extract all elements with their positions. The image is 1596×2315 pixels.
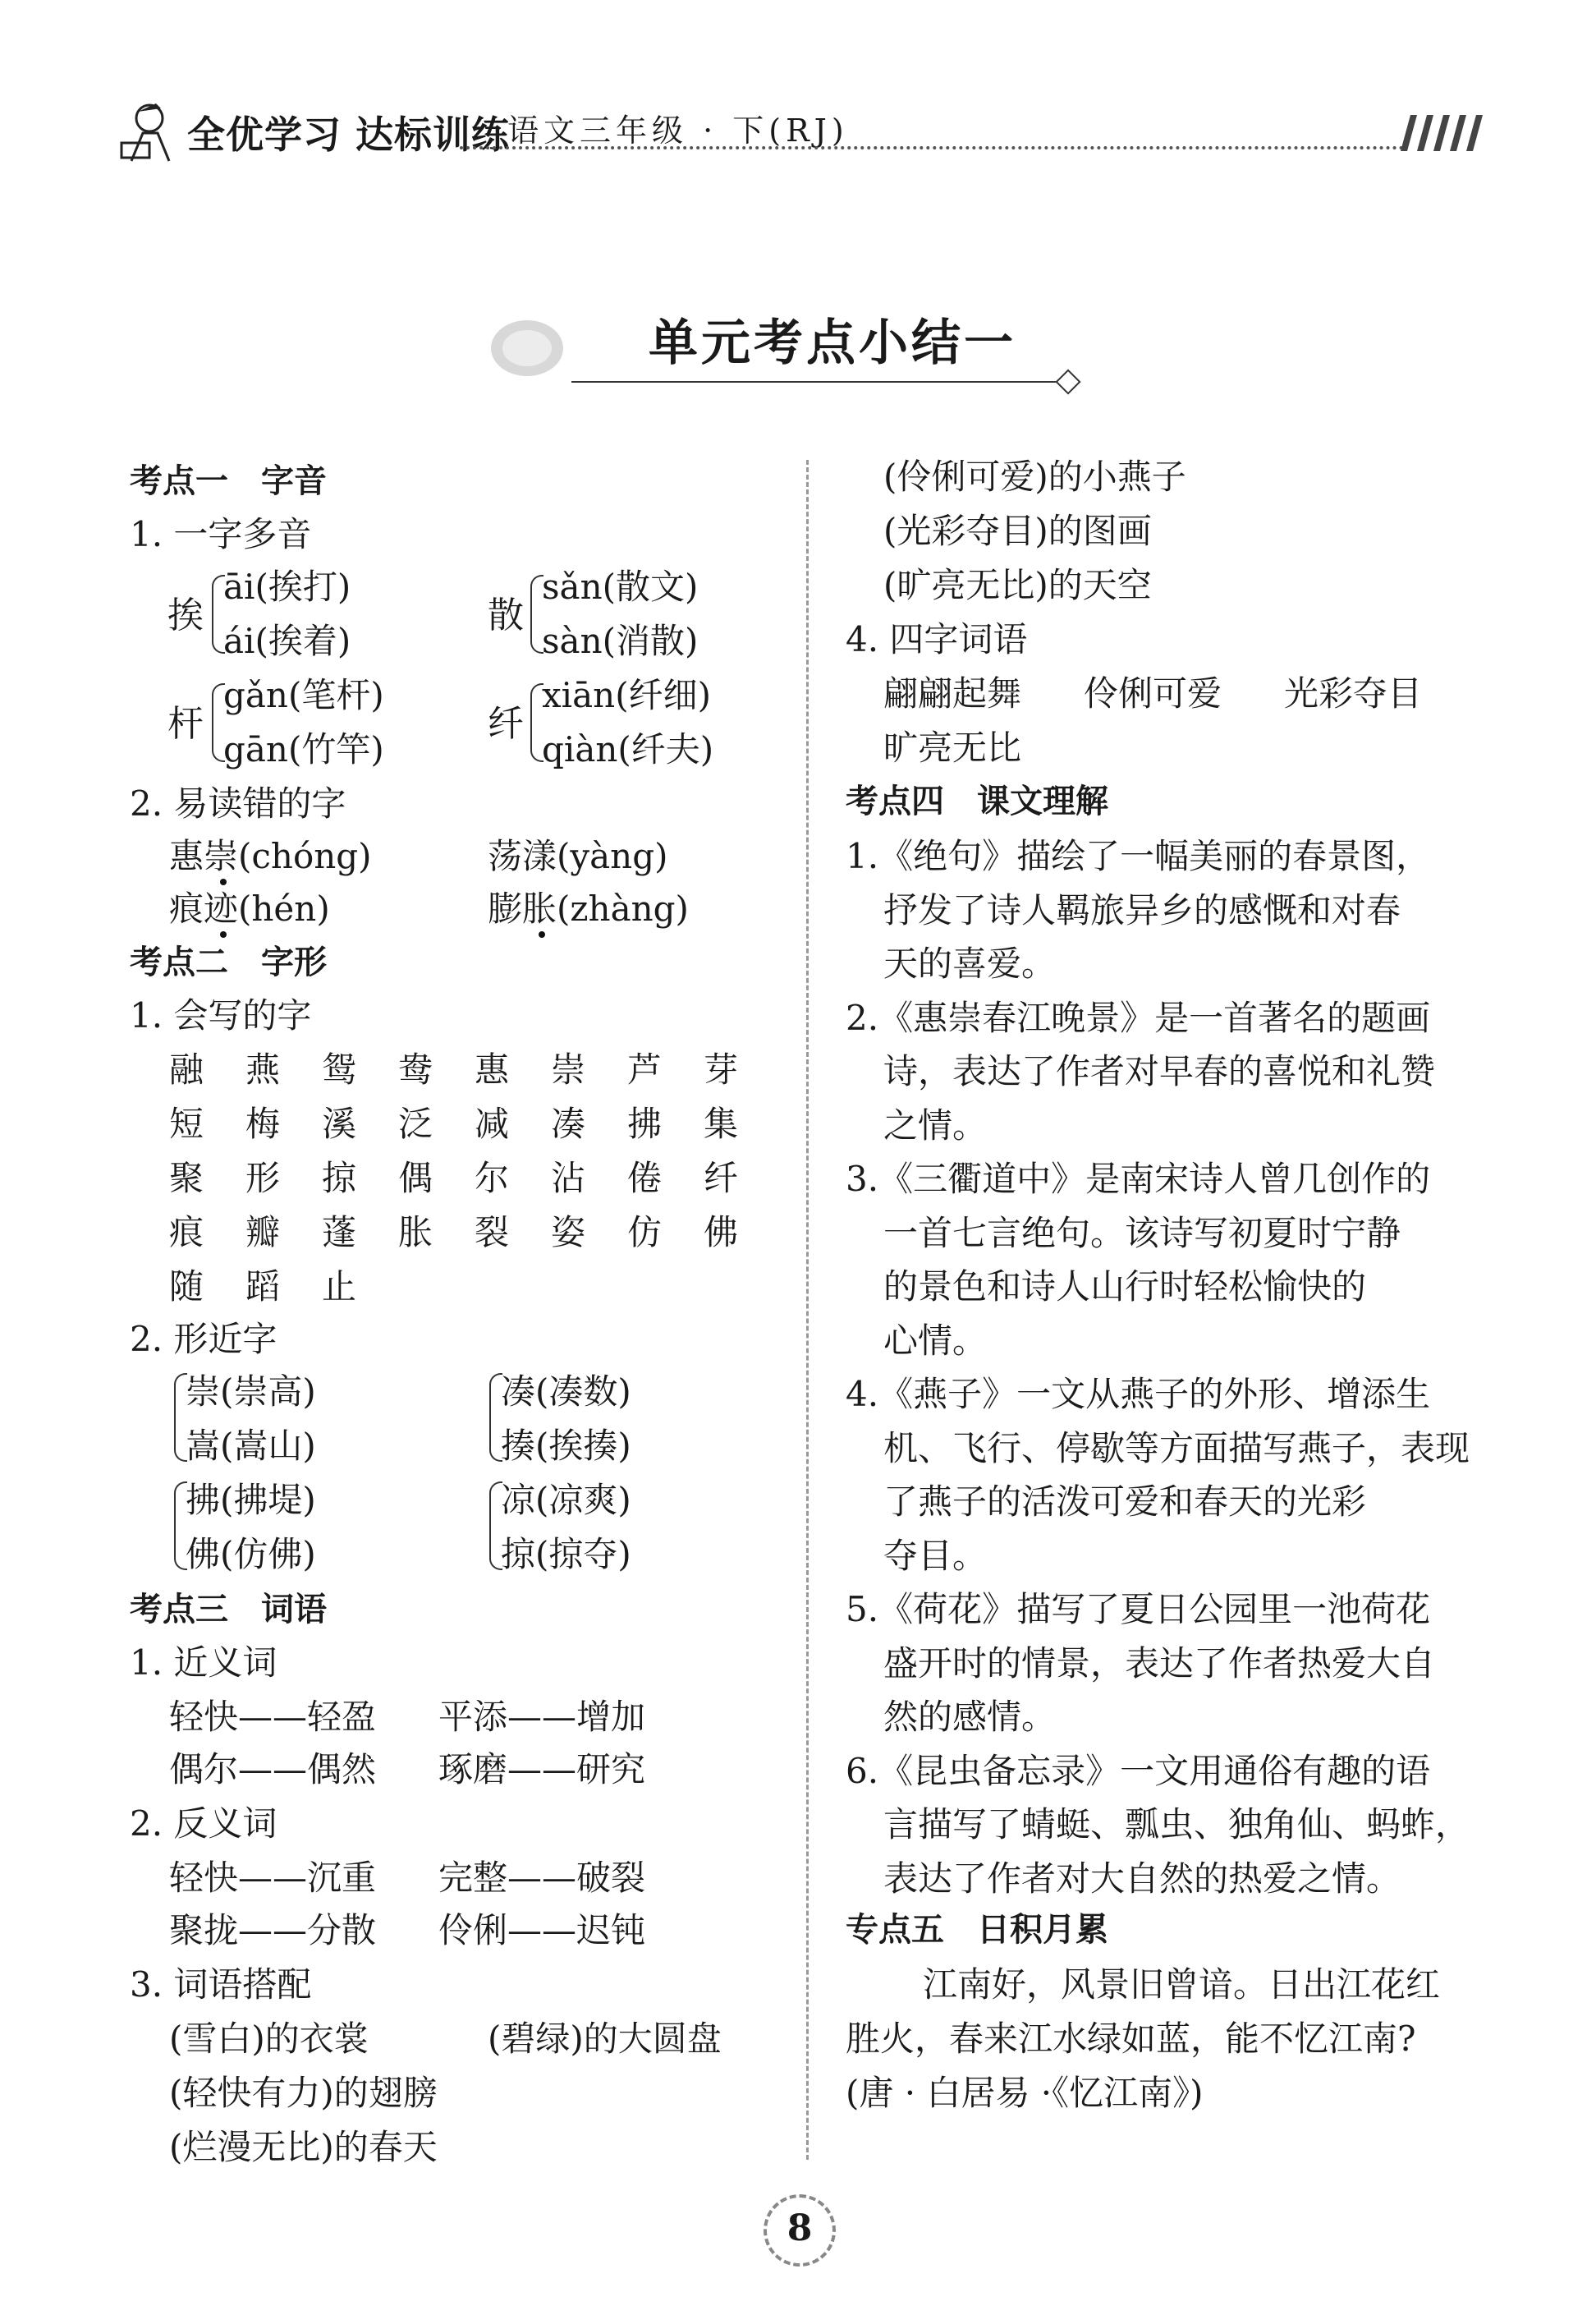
subheading-polyphones: 1. 一字多音 — [130, 514, 312, 554]
polyphone-char: 杆 — [167, 703, 204, 745]
similar-char: 凉(凉爽) — [501, 1480, 631, 1520]
subheading-idioms: 4. 四字词语 — [846, 619, 1028, 659]
synonym-pair: 琢磨——研究 — [438, 1749, 646, 1789]
polyphone-reading: āi(挨打) — [223, 567, 351, 607]
mispronounced-word: 惠崇(chóng) — [169, 836, 372, 876]
polyphone-reading: xiān(纤细) — [542, 675, 711, 715]
polyphone-reading: qiàn(纤夫) — [542, 729, 714, 769]
poem-line: 江南好，风景旧曾谙。日出江花红 — [923, 1964, 1441, 2005]
writable-char: 集 — [704, 1104, 739, 1144]
emphasis-dot — [220, 931, 227, 938]
subheading-collocations: 3. 词语搭配 — [130, 1964, 312, 2005]
summary-item-line: 诗，表达了作者对早春的喜悦和礼赞 — [883, 1051, 1436, 1091]
subheading-synonyms: 1. 近义词 — [130, 1642, 277, 1683]
writable-char: 尔 — [475, 1158, 510, 1198]
summary-item-line: 表达了作者对大自然的热爱之情。 — [883, 1858, 1401, 1899]
polyphone-reading: ái(挨着) — [223, 621, 351, 661]
collocation: (旷亮无比)的天空 — [883, 565, 1152, 605]
summary-item-line: 言描写了蜻蜓、瓢虫、独角仙、蚂蚱， — [883, 1804, 1470, 1844]
summary-item-start: 6.《昆虫备忘录》一文用通俗有趣的语 — [846, 1750, 1431, 1791]
section-heading-3: 考点三 词语 — [130, 1591, 327, 1628]
section-heading-1: 考点一 字音 — [130, 462, 327, 500]
subheading-antonyms: 2. 反义词 — [130, 1803, 277, 1844]
summary-item-line: 的景色和诗人山行时轻松愉快的 — [883, 1266, 1367, 1307]
writable-char: 燕 — [245, 1050, 281, 1090]
antonym-pair: 聚拢——分散 — [169, 1910, 377, 1950]
collocation: (碧绿)的大圆盘 — [488, 2019, 722, 2059]
summary-item-line: 夺目。 — [883, 1535, 988, 1576]
title-underline — [571, 381, 1064, 383]
header-stripes-icon — [1401, 115, 1483, 151]
polyphone-char: 挨 — [167, 595, 204, 636]
title-decoration-icon — [488, 317, 566, 379]
antonym-pair: 伶俐——迟钝 — [438, 1910, 646, 1950]
writable-char: 姿 — [551, 1212, 586, 1252]
similar-char: 佛(仿佛) — [186, 1534, 316, 1574]
writable-char: 减 — [475, 1104, 510, 1144]
writable-char: 形 — [245, 1158, 281, 1198]
writable-char: 蓬 — [322, 1212, 357, 1252]
summary-item-line: 盛开时的情景，表达了作者热爱大自 — [883, 1642, 1436, 1683]
polyphone-reading: sǎn(散文) — [542, 567, 699, 607]
writable-char: 蹈 — [245, 1266, 281, 1307]
summary-item-line: 天的喜爱。 — [883, 944, 1057, 984]
writable-char: 沾 — [551, 1158, 586, 1198]
similar-char: 崇(崇高) — [186, 1371, 316, 1412]
subheading-mispronounced: 2. 易读错的字 — [130, 783, 346, 824]
mispronounced-word: 膨胀(zhàng) — [488, 889, 689, 929]
collocation: (雪白)的衣裳 — [169, 2019, 369, 2059]
writable-char: 梅 — [245, 1104, 281, 1144]
writable-char: 聚 — [169, 1158, 204, 1198]
synonym-pair: 偶尔——偶然 — [169, 1749, 377, 1789]
writable-char: 止 — [322, 1266, 357, 1307]
summary-item-line: 然的感情。 — [883, 1697, 1057, 1737]
antonym-pair: 完整——破裂 — [438, 1858, 646, 1898]
header-dotted-rule — [460, 146, 1404, 149]
collocation: (光彩夺目)的图画 — [883, 511, 1152, 551]
writable-char: 泛 — [398, 1104, 433, 1144]
polyphone-reading: sàn(消散) — [542, 621, 699, 661]
subject-label: 语文三年级 · 下(RJ) — [507, 113, 849, 149]
similar-char: 揍(挨揍) — [501, 1426, 631, 1466]
synonym-pair: 平添——增加 — [438, 1697, 646, 1737]
writable-char: 胀 — [398, 1212, 433, 1252]
writable-char: 痕 — [169, 1212, 204, 1252]
summary-item-line: 心情。 — [883, 1320, 988, 1361]
writable-char: 瓣 — [245, 1212, 281, 1252]
writable-char: 佛 — [704, 1212, 739, 1252]
writable-char: 溪 — [322, 1104, 357, 1144]
polyphone-reading: gān(竹竿) — [223, 729, 384, 769]
section-heading-4: 考点四 课文理解 — [846, 783, 1108, 820]
writable-char: 芽 — [704, 1050, 739, 1090]
writable-char: 裂 — [475, 1212, 510, 1252]
writable-char: 凑 — [551, 1104, 586, 1144]
writable-char: 掠 — [322, 1158, 357, 1198]
idiom: 翩翩起舞 — [883, 673, 1022, 714]
summary-item-start: 3.《三衢道中》是南宋诗人曾几创作的 — [846, 1159, 1431, 1199]
writable-char: 鸳 — [322, 1050, 357, 1090]
summary-item-start: 2.《惠崇春江晚景》是一首著名的题画 — [846, 997, 1431, 1038]
writable-char: 偶 — [398, 1158, 433, 1198]
similar-char: 嵩(嵩山) — [186, 1426, 316, 1466]
summary-item-start: 4.《燕子》一文从燕子的外形、增添生 — [846, 1374, 1431, 1414]
summary-item-line: 之情。 — [883, 1105, 988, 1146]
writable-char: 纤 — [704, 1158, 739, 1198]
polyphone-reading: gǎn(笔杆) — [223, 675, 384, 715]
summary-item-start: 1.《绝句》描绘了一幅美丽的春景图， — [846, 836, 1431, 876]
section-heading-5: 专点五 日积月累 — [846, 1911, 1108, 1949]
writable-char: 惠 — [475, 1050, 510, 1090]
similar-char: 凑(凑数) — [501, 1371, 631, 1412]
brand-name: 全优学习 达标训练 — [187, 113, 511, 157]
poem-source: (唐 · 白居易 ·《忆江南》) — [846, 2073, 1204, 2113]
writable-char: 芦 — [627, 1050, 663, 1090]
mispronounced-word: 荡漾(yàng) — [488, 836, 668, 876]
idiom: 光彩夺目 — [1284, 673, 1423, 714]
poem-line: 胜火，春来江水绿如蓝，能不忆江南? — [846, 2019, 1416, 2059]
collocation: (轻快有力)的翅膀 — [169, 2073, 438, 2113]
writable-char: 融 — [169, 1050, 204, 1090]
summary-item-line: 一首七言绝句。该诗写初夏时宁静 — [883, 1212, 1401, 1253]
writable-char: 崇 — [551, 1050, 586, 1090]
page-title: 单元考点小结一 — [649, 315, 1016, 372]
collocation: (烂漫无比)的春天 — [169, 2127, 438, 2167]
writable-char: 短 — [169, 1104, 204, 1144]
polyphone-char: 散 — [488, 595, 524, 636]
page-number: 8 — [787, 2207, 813, 2249]
polyphone-char: 纤 — [488, 703, 524, 745]
writable-char: 随 — [169, 1266, 204, 1307]
similar-char: 拂(拂堤) — [186, 1480, 316, 1520]
subheading-writable-chars: 1. 会写的字 — [130, 995, 312, 1036]
emphasis-dot — [220, 879, 227, 885]
section-heading-2: 考点二 字形 — [130, 944, 327, 981]
similar-char: 掠(掠夺) — [501, 1534, 631, 1574]
subheading-similar-chars: 2. 形近字 — [130, 1319, 277, 1359]
idiom: 旷亮无比 — [883, 728, 1022, 768]
synonym-pair: 轻快——轻盈 — [169, 1697, 377, 1737]
summary-item-line: 了燕子的活泼可爱和春天的光彩 — [883, 1481, 1367, 1522]
mispronounced-word: 痕迹(hén) — [169, 889, 330, 929]
writable-char: 鸯 — [398, 1050, 433, 1090]
title-diamond-icon — [1055, 369, 1080, 394]
writable-char: 倦 — [627, 1158, 663, 1198]
antonym-pair: 轻快——沉重 — [169, 1858, 377, 1898]
summary-item-line: 抒发了诗人羁旅异乡的感慨和对春 — [883, 889, 1401, 930]
writable-char: 仿 — [627, 1212, 663, 1252]
writable-char: 拂 — [627, 1104, 663, 1144]
emphasis-dot — [539, 931, 545, 938]
collocation: (伶俐可爱)的小燕子 — [883, 457, 1186, 497]
summary-item-line: 机、飞行、停歇等方面描写燕子，表现 — [883, 1427, 1470, 1468]
idiom: 伶俐可爱 — [1084, 673, 1222, 714]
mascot-logo-icon — [115, 97, 184, 166]
summary-item-start: 5.《荷花》描写了夏日公园里一池荷花 — [846, 1589, 1431, 1629]
column-divider — [806, 460, 809, 2160]
